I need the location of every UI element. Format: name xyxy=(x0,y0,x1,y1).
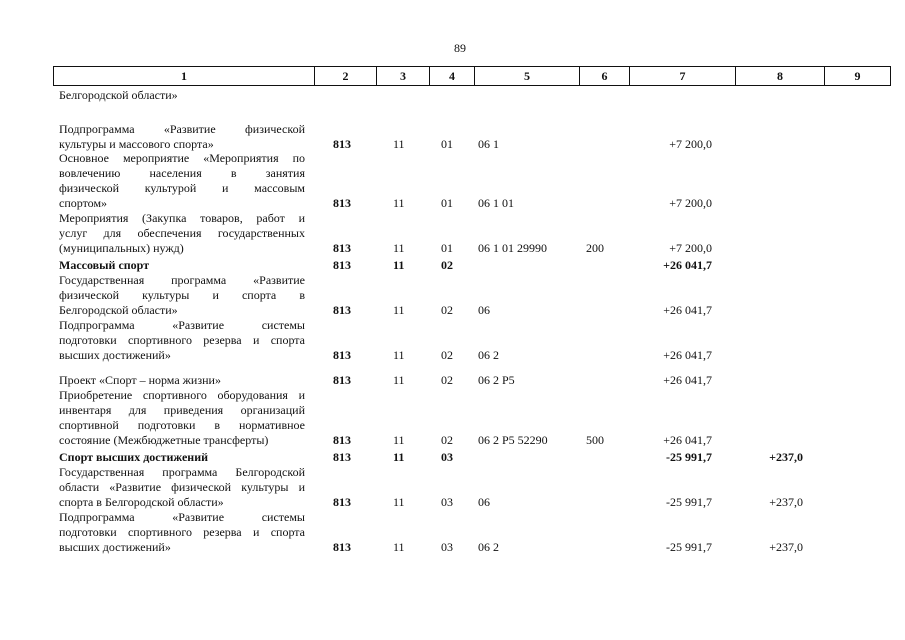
table-row xyxy=(0,450,905,465)
cell-amount-col7: +7 200,0 xyxy=(669,137,712,151)
cell-section: 11 xyxy=(393,258,405,272)
cell-amount-col7: +26 041,7 xyxy=(663,258,712,272)
column-header-4: 4 xyxy=(430,67,475,86)
column-header-7: 7 xyxy=(630,67,736,86)
description-line: (муниципальных) нужд) xyxy=(59,241,184,255)
description-line: высших достижений» xyxy=(59,540,171,554)
cell-ved-code: 813 xyxy=(333,137,351,151)
cell-target-article: 06 xyxy=(478,303,490,317)
cell-ved-code: 813 xyxy=(333,373,351,387)
cell-target-article: 06 1 01 xyxy=(478,196,514,210)
cell-section: 11 xyxy=(393,196,405,210)
cell-subsection: 02 xyxy=(441,258,453,272)
column-header-3: 3 xyxy=(377,67,430,86)
description-line: Мероприятия (Закупка товаров, работ и xyxy=(59,211,305,225)
cell-section: 11 xyxy=(393,373,405,387)
table-row xyxy=(0,510,905,555)
cell-amount-col7: -25 991,7 xyxy=(666,450,712,464)
column-header-6: 6 xyxy=(580,67,630,86)
cell-amount-col8: +237,0 xyxy=(769,495,803,509)
cell-subsection: 02 xyxy=(441,303,453,317)
cell-target-article: 06 2 xyxy=(478,540,499,554)
cell-target-article: 06 2 P5 52290 xyxy=(478,433,548,447)
column-header-2: 2 xyxy=(315,67,377,86)
cell-target-article: 06 2 P5 xyxy=(478,373,515,387)
cell-amount-col7: +26 041,7 xyxy=(663,433,712,447)
cell-ved-code: 813 xyxy=(333,196,351,210)
description-line: подготовки спортивного резерва и спорта xyxy=(59,333,305,347)
table-row xyxy=(0,211,905,256)
column-header-8: 8 xyxy=(736,67,825,86)
row-description xyxy=(59,510,305,555)
cell-section: 11 xyxy=(393,137,405,151)
row-description xyxy=(59,465,305,510)
table-row xyxy=(0,318,905,363)
cell-section: 11 xyxy=(393,348,405,362)
description-line: Проект «Спорт – норма жизни» xyxy=(59,373,221,387)
carryover-text: Белгородской области» xyxy=(59,88,178,102)
description-line: физической культуры и спорта в xyxy=(59,288,305,302)
description-line: спорта в Белгородской области» xyxy=(59,495,224,509)
description-line: области «Развитие физической культуры и xyxy=(59,480,305,494)
cell-ved-code: 813 xyxy=(333,303,351,317)
row-description xyxy=(59,373,305,388)
description-line: Государственная программа «Развитие xyxy=(59,273,305,287)
description-line: Государственная программа Белгородской xyxy=(59,465,305,479)
description-line: спортом» xyxy=(59,196,108,210)
cell-subsection: 01 xyxy=(441,241,453,255)
cell-amount-col7: +26 041,7 xyxy=(663,348,712,362)
table-row xyxy=(0,273,905,318)
cell-amount-col7: -25 991,7 xyxy=(666,495,712,509)
table-row xyxy=(0,373,905,388)
cell-subsection: 02 xyxy=(441,433,453,447)
description-line: физической культурой и массовым xyxy=(59,181,305,195)
cell-ved-code: 813 xyxy=(333,540,351,554)
cell-subsection: 03 xyxy=(441,450,453,464)
description-line: подготовки спортивного резерва и спорта xyxy=(59,525,305,539)
cell-section: 11 xyxy=(393,303,405,317)
row-description xyxy=(59,318,305,363)
cell-section: 11 xyxy=(393,540,405,554)
description-line: Белгородской области» xyxy=(59,303,178,317)
cell-ved-code: 813 xyxy=(333,450,351,464)
cell-target-article: 06 1 01 29990 xyxy=(478,241,547,255)
row-description xyxy=(59,450,305,465)
row-description xyxy=(59,258,305,273)
table-row xyxy=(0,465,905,510)
column-header-1: 1 xyxy=(54,67,315,86)
cell-amount-col7: -25 991,7 xyxy=(666,540,712,554)
cell-subsection: 01 xyxy=(441,137,453,151)
description-line: Спорт высших достижений xyxy=(59,450,209,464)
cell-ved-code: 813 xyxy=(333,348,351,362)
description-line: Подпрограмма «Развитие системы xyxy=(59,318,305,332)
description-line: вовлечению населения в занятия xyxy=(59,166,305,180)
description-line: Подпрограмма «Развитие системы xyxy=(59,510,305,524)
cell-section: 11 xyxy=(393,450,405,464)
description-line: Подпрограмма «Развитие физической xyxy=(59,122,305,136)
cell-subsection: 02 xyxy=(441,373,453,387)
row-description xyxy=(59,211,305,256)
row-description xyxy=(59,122,305,152)
cell-amount-col8: +237,0 xyxy=(769,540,803,554)
row-description xyxy=(59,273,305,318)
cell-target-article: 06 1 xyxy=(478,137,499,151)
cell-ved-code: 813 xyxy=(333,241,351,255)
cell-amount-col7: +26 041,7 xyxy=(663,303,712,317)
cell-section: 11 xyxy=(393,241,405,255)
row-description xyxy=(59,388,305,448)
description-line: спортивной подготовки в нормативное xyxy=(59,418,305,432)
table-row xyxy=(0,258,905,273)
description-line: состояние (Межбюджетные трансферты) xyxy=(59,433,269,447)
column-header-5: 5 xyxy=(475,67,580,86)
cell-amount-col8: +237,0 xyxy=(769,450,803,464)
cell-subsection: 03 xyxy=(441,495,453,509)
table-row xyxy=(0,122,905,152)
column-header-9: 9 xyxy=(825,67,891,86)
cell-amount-col7: +7 200,0 xyxy=(669,241,712,255)
cell-ved-code: 813 xyxy=(333,433,351,447)
description-line: Приобретение спортивного оборудования и xyxy=(59,388,305,402)
description-line: культуры и массового спорта» xyxy=(59,137,214,151)
cell-amount-col7: +26 041,7 xyxy=(663,373,712,387)
page-number: 89 xyxy=(454,41,466,55)
description-line: Основное мероприятие «Мероприятия по xyxy=(59,151,305,165)
table-row xyxy=(0,151,905,211)
row-description xyxy=(59,151,305,211)
description-line: высших достижений» xyxy=(59,348,171,362)
cell-expense-type: 500 xyxy=(586,433,604,447)
description-line: услуг для обеспечения государственных xyxy=(59,226,305,240)
cell-section: 11 xyxy=(393,433,405,447)
description-line: инвентаря для приведения организаций xyxy=(59,403,305,417)
table-header xyxy=(53,66,891,86)
cell-subsection: 01 xyxy=(441,196,453,210)
cell-subsection: 02 xyxy=(441,348,453,362)
description-line: Массовый спорт xyxy=(59,258,150,272)
cell-section: 11 xyxy=(393,495,405,509)
cell-subsection: 03 xyxy=(441,540,453,554)
cell-expense-type: 200 xyxy=(586,241,604,255)
cell-amount-col7: +7 200,0 xyxy=(669,196,712,210)
table-row xyxy=(0,388,905,448)
cell-ved-code: 813 xyxy=(333,258,351,272)
cell-ved-code: 813 xyxy=(333,495,351,509)
cell-target-article: 06 xyxy=(478,495,490,509)
cell-target-article: 06 2 xyxy=(478,348,499,362)
